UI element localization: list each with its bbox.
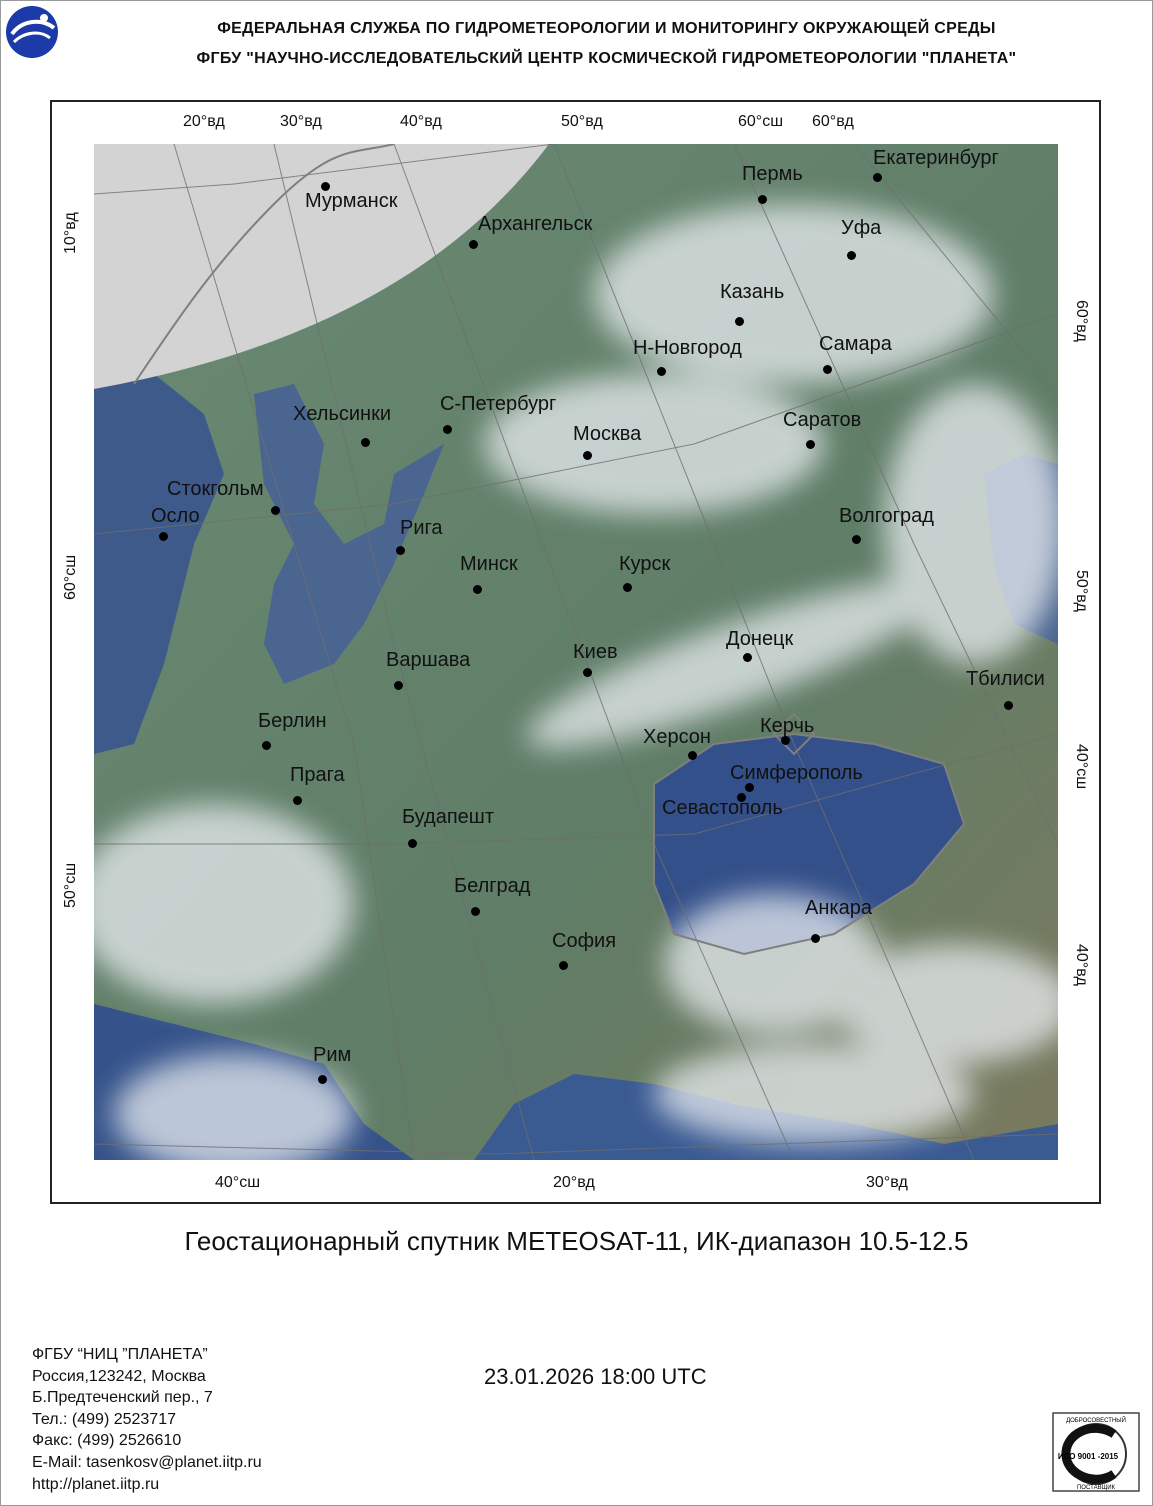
right-tick: 60°вд: [1073, 300, 1090, 342]
city-dot: [743, 653, 752, 662]
left-tick: 10°вд: [62, 212, 79, 254]
city-dot: [473, 585, 482, 594]
top-tick: 60°сш: [738, 113, 784, 130]
city-dot: [873, 173, 882, 182]
city-label: Екатеринбург: [873, 147, 999, 169]
city-label: Рим: [313, 1044, 352, 1066]
top-tick: 40°вд: [400, 113, 442, 130]
city-label: Мурманск: [305, 190, 398, 212]
city-label: Донецк: [726, 628, 794, 650]
planeta-logo-icon: [4, 4, 60, 60]
city-dot: [735, 317, 744, 326]
city-dot: [396, 546, 405, 555]
iso-top-text: ДОБРОСОВЕСТНЫЙ: [1066, 1418, 1126, 1424]
city-label: Стокгольм: [167, 478, 264, 500]
city-label: Белград: [454, 875, 531, 897]
city-label: Рига: [400, 517, 443, 539]
city-label: Пермь: [742, 163, 803, 185]
left-tick: 50°сш: [62, 862, 79, 908]
city-label: Варшава: [386, 649, 471, 671]
iso-standard-text: ИСО 9001 -2015: [1057, 1452, 1119, 1461]
city-dot: [758, 195, 767, 204]
top-tick: 20°вд: [183, 113, 225, 130]
city-label: Будапешт: [402, 806, 494, 828]
city-label: Москва: [573, 423, 642, 445]
city-label: Архангельск: [478, 213, 593, 235]
city-dot: [623, 583, 632, 592]
city-dot: [583, 668, 592, 677]
iso-certification-badge: [1052, 1412, 1140, 1492]
city-dot: [811, 934, 820, 943]
city-label: Херсон: [643, 726, 711, 748]
city-dot: [293, 796, 302, 805]
city-dot: [394, 681, 403, 690]
city-dot: [361, 438, 370, 447]
city-label: Волгоград: [839, 505, 934, 527]
city-label: Прага: [290, 764, 345, 786]
city-dot: [469, 240, 478, 249]
city-label: Берлин: [258, 710, 327, 732]
city-label: Курск: [619, 553, 671, 575]
city-dot: [806, 440, 815, 449]
city-dot: [823, 365, 832, 374]
city-dot: [159, 532, 168, 541]
top-tick: 30°вд: [280, 113, 322, 130]
city-dot: [271, 506, 280, 515]
city-label: С-Петербург: [440, 393, 557, 415]
city-label: Симферополь: [730, 762, 863, 784]
city-label: Севастополь: [662, 797, 783, 819]
city-label: Саратов: [783, 409, 862, 431]
header-center: ФГБУ "НАУЧНО-ИССЛЕДОВАТЕЛЬСКИЙ ЦЕНТР КОСМИЧЕСКОЙ ГИДРОМЕТЕОРОЛОГИИ "ПЛАНЕТА": [196, 50, 1017, 67]
left-tick: 60°сш: [62, 554, 79, 600]
top-tick: 50°вд: [561, 113, 603, 130]
city-dot: [1004, 701, 1013, 710]
footer-address: Россия,123242, Москва: [32, 1367, 206, 1385]
right-tick: 40°вд: [1073, 944, 1090, 986]
city-dot: [471, 907, 480, 916]
footer-street: Б.Предтеченский пер., 7: [32, 1389, 213, 1407]
city-dot: [262, 741, 271, 750]
bottom-tick: 20°вд: [553, 1174, 595, 1191]
city-dot: [852, 535, 861, 544]
footer-email: E-Mail: tasenkosv@planet.iitp.ru: [32, 1453, 262, 1471]
city-label: Минск: [460, 553, 518, 575]
bottom-tick: 40°сш: [215, 1174, 261, 1191]
footer-phone: Тел.: (499) 2523717: [32, 1410, 176, 1428]
city-dot: [688, 751, 697, 760]
city-label: Керчь: [760, 715, 815, 737]
right-tick: 50°вд: [1073, 570, 1090, 612]
footer-website: http://planet.iitp.ru: [32, 1475, 160, 1493]
bottom-tick: 30°вд: [866, 1174, 908, 1191]
city-label: Киев: [573, 641, 618, 663]
city-label: София: [552, 930, 617, 952]
city-dot: [583, 451, 592, 460]
city-label: Хельсинки: [293, 403, 392, 425]
city-dot: [443, 425, 452, 434]
observation-datetime: 23.01.2026 18:00 UTC: [484, 1364, 707, 1389]
right-tick: 40°сш: [1073, 744, 1090, 790]
city-dot: [559, 961, 568, 970]
city-dot: [318, 1075, 327, 1084]
city-label: Самара: [819, 333, 892, 355]
top-tick: 60°вд: [812, 113, 854, 130]
city-dot: [657, 367, 666, 376]
city-dot: [847, 251, 856, 260]
city-dot: [408, 839, 417, 848]
city-label: Казань: [720, 281, 785, 303]
city-label: Анкара: [805, 897, 872, 919]
city-label: Тбилиси: [966, 668, 1045, 690]
image-caption: Геостационарный спутник METEOSAT-11, ИК-диапазон 10.5-12.5: [184, 1226, 969, 1256]
city-label: Осло: [151, 505, 200, 527]
contact-info: [32, 1344, 262, 1495]
footer-fax: Факс: (499) 2526610: [32, 1432, 182, 1450]
footer-org: ФГБУ “НИЦ ”ПЛАНЕТА”: [32, 1346, 208, 1363]
city-label: Уфа: [841, 217, 882, 239]
header-agency: ФЕДЕРАЛЬНАЯ СЛУЖБА ПО ГИДРОМЕТЕОРОЛОГИИ И МОНИТОРИНГУ ОКРУЖАЮЩЕЙ СРЕДЫ: [217, 20, 996, 37]
city-label: Н-Новгород: [633, 337, 742, 359]
iso-bottom-text: ПОСТАВЩИК: [1076, 1485, 1116, 1491]
